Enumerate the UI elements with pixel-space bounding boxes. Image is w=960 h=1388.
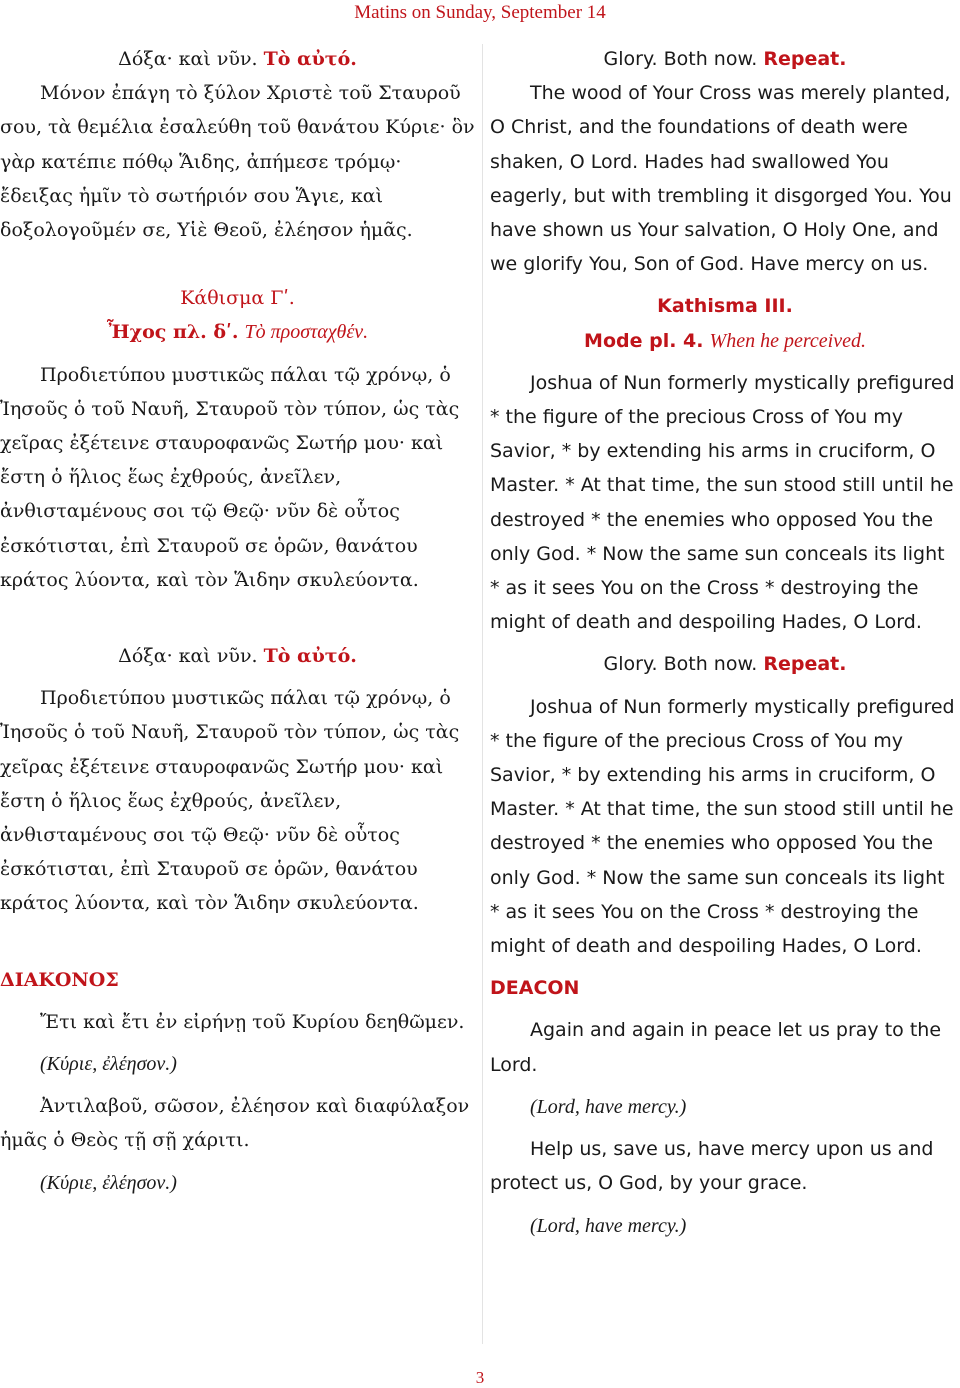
- english-glory-1: Glory. Both now. Repeat.: [603, 48, 847, 70]
- greek-mode: Ἦχος πλ. δʹ. Τὸ προσταχθέν.: [106, 321, 369, 344]
- english-petition-1: Again and again in peace let us pray to the Lord.: [490, 1019, 942, 1076]
- english-response-1: (Lord, have mercy.): [530, 1095, 687, 1118]
- greek-glory-1: Δόξα· καὶ νῦν. Τὸ αὐτό.: [118, 48, 357, 70]
- running-header: Matins on Sunday, September 14: [354, 2, 606, 23]
- greek-deacon-heading: ΔΙΑΚΟΝΟΣ: [0, 968, 119, 991]
- greek-petition-1: Ἔτι καὶ ἔτι ἐν εἰρήνῃ τοῦ Κυρίου δεηθῶμεν.: [40, 1010, 465, 1033]
- english-hymn-3: Joshua of Nun formerly mystically prefigured * the figure of the precious Cross of You my Savior, * by extending his arms in cruciform, O Master. * At that time, the sun stood still until he destroyed * the enemies who opposed You the only God. * Now the same sun conceals its light * as it sees You on the Cross * destroying the might of death and despoiling Hades, O Lord.: [490, 695, 955, 958]
- english-hymn-2: Joshua of Nun formerly mystically prefigured * the figure of the precious Cross of You my Savior, * by extending his arms in cruciform, O Master. * At that time, the sun stood still until he destroyed * the enemies who opposed You the only God. * Now the same sun conceals its light * as it sees You on the Cross * destroying the might of death and despoiling Hades, O Lord.: [490, 371, 955, 634]
- english-deacon-heading: DEACON: [490, 977, 580, 1000]
- english-column: [490, 42, 960, 1243]
- english-kathisma-title: Kathisma III.: [657, 295, 793, 318]
- greek-column: [0, 42, 475, 1200]
- english-mode: Mode pl. 4. When he perceived.: [584, 329, 866, 352]
- english-hymn-1: The wood of Your Cross was merely planted, O Christ, and the foundations of death were shaken, O Lord. Hades had swallowed You eagerly, but with trembling it disgorged You. You have shown us Your salvation, O Holy One, and we glorify You, Son of God. Have mercy on us.: [490, 82, 952, 276]
- page-number: 3: [475, 1368, 485, 1387]
- column-divider: [482, 44, 483, 1344]
- greek-kathisma-title: Κάθισμα Γʹ.: [180, 287, 295, 310]
- english-response-2: (Lord, have mercy.): [530, 1214, 687, 1237]
- greek-hymn-3: Προδιετύπου μυστικῶς πάλαι τῷ χρόνῳ, ὁ Ἰησοῦς ὁ τοῦ Ναυῆ, Σταυροῦ τὸν τύπον, ὡς τὰς χεῖρας ἐξέτεινε σταυροφανῶς Σωτήρ μου· καὶ ἔστη ὁ ἥλιος ἕως ἐχθρούς, ἀνεῖλεν, ἀνθισταμένους σοι τῷ Θεῷ· νῦν δὲ οὗτος ἐσκότισται, ἐπὶ Σταυροῦ σε ὁρῶν, θανάτου κράτος λύοντα, καὶ τὸν Ἅιδην σκυλεύοντα.: [0, 687, 460, 915]
- greek-glory-2: Δόξα· καὶ νῦν. Τὸ αὐτό.: [118, 645, 357, 668]
- english-glory-2: Glory. Both now. Repeat.: [603, 653, 847, 676]
- greek-response-1: (Κύριε, ἐλέησον.): [40, 1053, 177, 1076]
- greek-hymn-1: Μόνον ἐπάγη τὸ ξύλον Χριστὲ τοῦ Σταυροῦ σου, τὰ θεμέλια ἐσαλεύθη τοῦ θανάτου Κύριε· ὃν γὰρ κατέπιε πόθῳ Ἅιδης, ἀπήμεσε τρόμῳ· ἔδειξας ἡμῖν τὸ σωτήριόν σου Ἅγιε, καὶ δοξολογοῦμέν σε, Υἱὲ Θεοῦ, ἐλέησον ἡμᾶς.: [0, 82, 475, 242]
- greek-hymn-2: Προδιετύπου μυστικῶς πάλαι τῷ χρόνῳ, ὁ Ἰησοῦς ὁ τοῦ Ναυῆ, Σταυροῦ τὸν τύπον, ὡς τὰς χεῖρας ἐξέτεινε σταυροφανῶς Σωτήρ μου· καὶ ἔστη ὁ ἥλιος ἕως ἐχθρούς, ἀνεῖλεν, ἀνθισταμένους σοι τῷ Θεῷ· νῦν δὲ οὗτος ἐσκότισται, ἐπὶ Σταυροῦ σε ὁρῶν, θανάτου κράτος λύοντα, καὶ τὸν Ἅιδην σκυλεύοντα.: [0, 363, 460, 591]
- greek-petition-2: Ἀντιλαβοῦ, σῶσον, ἐλέησον καὶ διαφύλαξον ἡμᾶς ὁ Θεὸς τῇ σῇ χάριτι.: [0, 1095, 470, 1152]
- english-petition-2: Help us, save us, have mercy upon us and protect us, O God, by your grace.: [490, 1138, 934, 1195]
- greek-response-2: (Κύριε, ἐλέησον.): [40, 1171, 177, 1194]
